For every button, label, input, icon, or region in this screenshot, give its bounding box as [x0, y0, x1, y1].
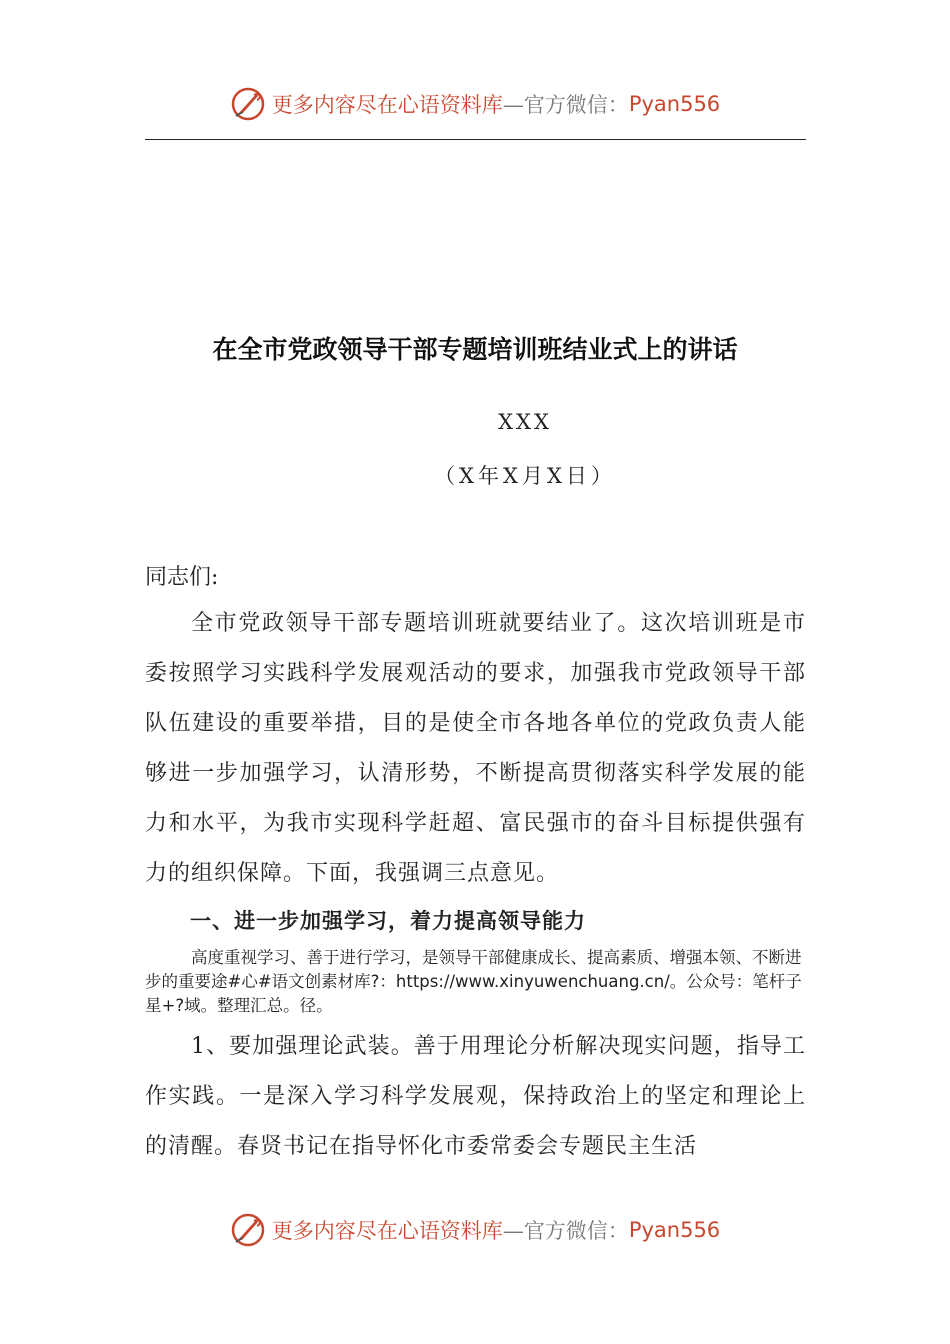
document-date: （X年X月X日） [434, 464, 616, 488]
paragraph-intro: 全市党政领导干部专题培训班就要结业了。这次培训班是市委按照学习实践科学发展观活动的要求，加强我市党政领导干部队伍建设的重要举措，目的是使全市各地各单位的党政负责人能够进一步加强学习，认清形势，不断提高贯彻落实科学发展的能力和水平，为我市实现科学赶超、富民强市的奋斗目标提供强有力的组织保障。下面，我强调三点意见。 [145, 611, 806, 886]
banner-brand: 更多内容尽在心语资料库 [271, 1219, 503, 1243]
quill-pen-circle-icon [230, 1212, 266, 1248]
quill-pen-circle-icon [230, 86, 266, 122]
footer-watermark-banner [0, 1208, 950, 1252]
greeting: 同志们: [145, 565, 219, 590]
banner-wechat-id: Pyan556 [628, 92, 721, 116]
banner-wechat-id: Pyan556 [628, 1218, 721, 1242]
header-watermark-banner [0, 82, 950, 126]
document-author: XXX [498, 410, 552, 434]
paragraph-small: 高度重视学习、善于进行学习，是领导干部健康成长、提高素质、增强本领、不断进步的重要途#心#语文创素材库?：https://www.xinyuwenchuang.cn/。公众号：笔杆子星+?域。整理汇总。径。 [145, 948, 802, 1015]
paragraph-theory: 1、要加强理论武装。善于用理论分析解决现实问题，指导工作实践。一是深入学习科学发展观，保持政治上的坚定和理论上的清醒。春贤书记在指导怀化市委常委会专题民主生活 [145, 1034, 806, 1159]
banner-separator: —官方微信： [502, 93, 629, 117]
banner-brand: 更多内容尽在心语资料库 [271, 93, 503, 117]
banner-separator: —官方微信： [502, 1219, 629, 1243]
section-heading-1: 一、进一步加强学习，着力提高领导能力 [190, 909, 586, 933]
document-title: 在全市党政领导干部专题培训班结业式上的讲话 [212, 335, 738, 364]
header-rule [145, 139, 806, 140]
